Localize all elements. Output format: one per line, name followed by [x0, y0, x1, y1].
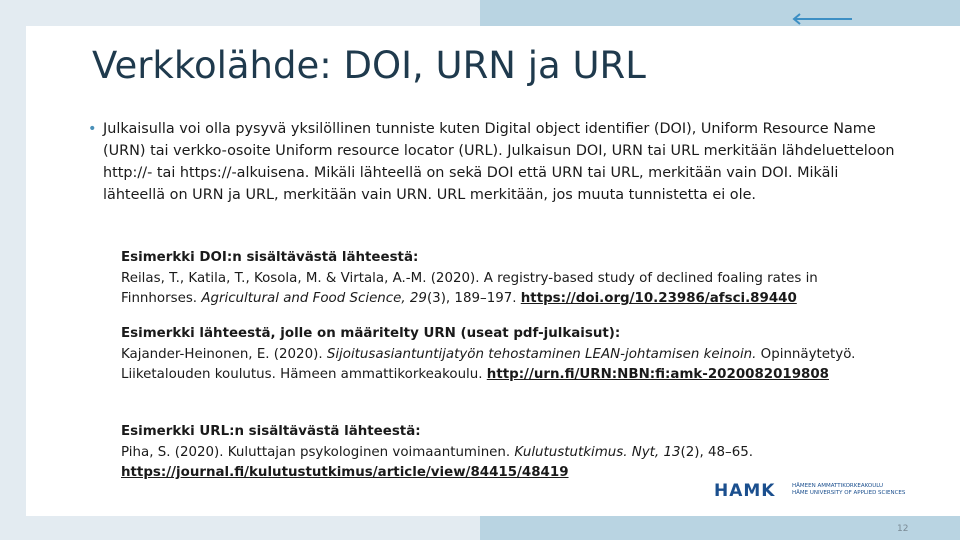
doi-link[interactable]: https://doi.org/10.23986/afsci.89440	[520, 291, 797, 307]
example-reference: Reilas, T., Katila, T., Kosola, M. & Virtala, A.-M. (2020). A registry-based study of declined foaling rates in Finnhorses. Agricultural and Food Science, 29(3), 189–197. https://doi.org/10.23986/afsci.89440	[121, 270, 818, 307]
example-heading: Esimerkki lähteestä, jolle on määritelty URN (useat pdf-julkaisut):	[121, 326, 621, 341]
bullet-text: Julkaisulla voi olla pysyvä yksilöllinen tunniste kuten Digital object identifier (DOI), Uniform Resource Name (URN) tai verkko-osoite Uniform resource locator (URL). Julkaisun DOI, URN tai URL merkitään lähdeluetteloon http://- tai https://-alkuisena. Mikäli lähteellä on sekä DOI että URN tai URL, merkitään vain DOI. Mikäli lähteellä on URN ja URL, merkitään vain URN. URL merkitään, jos muuta tunnistetta ei ole.	[103, 121, 895, 203]
bullet-paragraph	[88, 118, 898, 206]
example-heading: Esimerkki DOI:n sisältävästä lähteestä:	[121, 250, 419, 265]
example-heading: Esimerkki URL:n sisältävästä lähteestä:	[121, 424, 421, 439]
example-doi	[121, 248, 881, 310]
example-reference: Piha, S. (2020). Kuluttajan psykologinen voimaantuminen. Kulutustutkimus. Nyt, 13(2), 48–65. https://journal.fi/kulutustutkimus/article/view/84415/48419	[121, 444, 753, 481]
hamk-logo	[714, 481, 914, 501]
example-reference: Kajander-Heinonen, E. (2020). Sijoitusasiantuntijatyön tehostaminen LEAN-johtamisen keinoin. Opinnäytetyö. Liiketalouden koulutus. Hämeen ammattikorkeakoulu. http://urn.fi/URN:NBN:fi:amk-2020082019808	[121, 346, 856, 383]
logo-mark: HAMK	[714, 481, 776, 501]
logo-subtitle: HÄMEEN AMMATTIKORKEAKOULU HÄME UNIVERSITY OF APPLIED SCIENCES	[792, 483, 906, 496]
example-url	[121, 422, 881, 484]
bullet-dot: •	[88, 121, 97, 137]
url-link[interactable]: https://journal.fi/kulutustutkimus/article/view/84415/48419	[121, 465, 569, 481]
slide-title: Verkkolähde: DOI, URN ja URL	[92, 44, 646, 87]
example-urn	[121, 324, 881, 386]
urn-link[interactable]: http://urn.fi/URN:NBN:fi:amk-2020082019808	[486, 367, 829, 383]
page-number: 12	[897, 524, 909, 534]
